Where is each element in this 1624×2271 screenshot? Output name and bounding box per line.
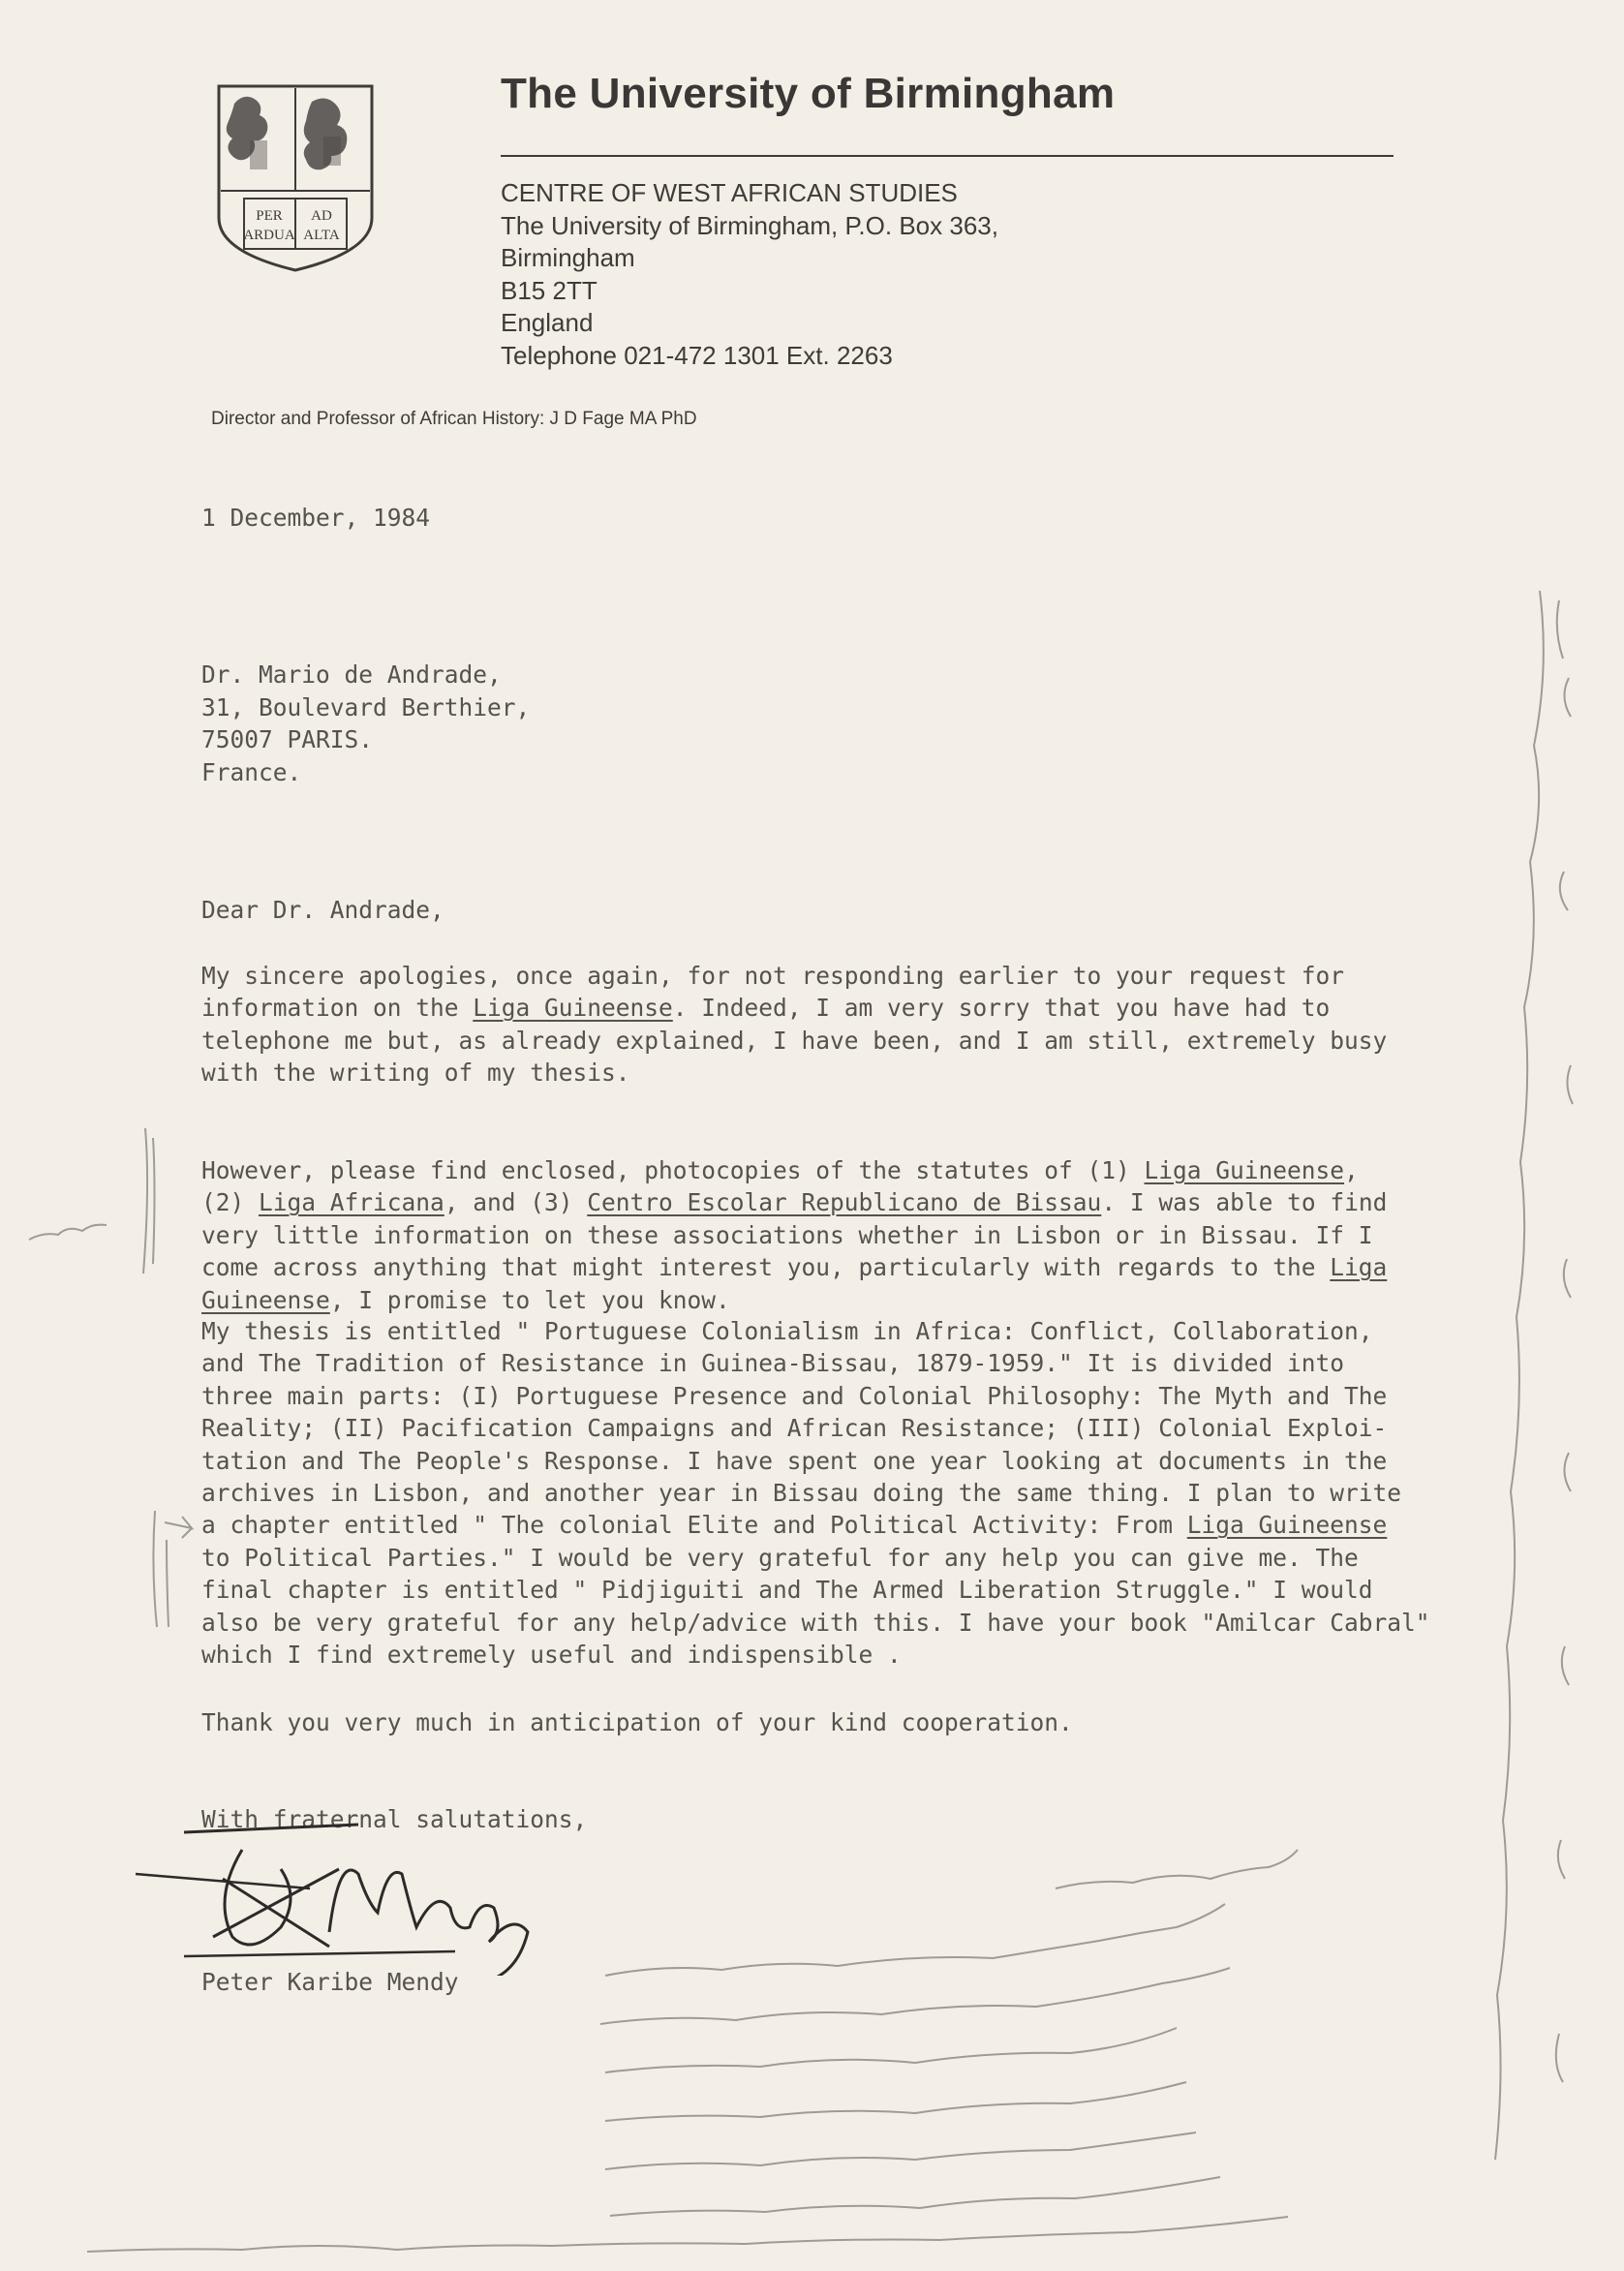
letterhead-address bbox=[501, 177, 998, 372]
text-line: information on the Liga Guineense. Indeed, I am very sorry that you have had to bbox=[201, 994, 1331, 1023]
text-line: three main parts: (I) Portuguese Presence and Colonial Philosophy: The Myth and The bbox=[201, 1381, 1388, 1410]
text-line: and The Tradition of Resistance in Guinea-Bissau, 1879-1959." It is divided into bbox=[201, 1349, 1345, 1378]
recipient-line: 31, Boulevard Berthier, bbox=[201, 692, 531, 721]
text-line: My thesis is entitled " Portuguese Colonialism in Africa: Conflict, Collaboration, bbox=[201, 1317, 1373, 1345]
address-line: England bbox=[501, 308, 594, 337]
underlined-term: Liga Guineense bbox=[1186, 1511, 1388, 1540]
text-line: to Political Parties." I would be very grateful for any help you can give me. The bbox=[201, 1543, 1359, 1572]
underlined-term: Liga bbox=[1330, 1253, 1388, 1282]
text-line: come across anything that might interest you, particularly with regards to the Liga bbox=[201, 1253, 1388, 1282]
address-line: B15 2TT bbox=[501, 275, 598, 305]
text-line: archives in Lisbon, and another year in Bissau doing the same thing. I plan to write bbox=[201, 1479, 1402, 1508]
recipient-line: Dr. Mario de Andrade, bbox=[201, 660, 502, 689]
text-line: tation and The People's Response. I have spent one year looking at documents in the bbox=[201, 1446, 1388, 1475]
text-line: Guineense, I promise to let you know. bbox=[201, 1285, 730, 1314]
crest-motto-left-1: PER bbox=[256, 208, 283, 224]
address-line: CENTRE OF WEST AFRICAN STUDIES bbox=[501, 178, 958, 207]
paragraph-3 bbox=[201, 1315, 1430, 1671]
text-line: which I find extremely useful and indispensible . bbox=[201, 1641, 902, 1670]
text-line: final chapter is entitled " Pidjiguiti and The Armed Liberation Struggle." I would bbox=[201, 1576, 1373, 1605]
closing-thanks: Thank you very much in anticipation of your kind cooperation. bbox=[201, 1708, 1073, 1736]
address-line: Birmingham bbox=[501, 243, 635, 272]
paragraph-2 bbox=[201, 1154, 1387, 1316]
text-line: very little information on these associations whether in Lisbon or in Bissau. If I bbox=[201, 1220, 1373, 1249]
letterhead-rule bbox=[501, 155, 1394, 157]
recipient-address bbox=[201, 659, 530, 788]
text-line: However, please find enclosed, photocopies of the statutes of (1) Liga Guineense, bbox=[201, 1156, 1359, 1184]
director-line: Director and Professor of African History: J D Fage MA PhD bbox=[211, 409, 697, 429]
text-line: with the writing of my thesis. bbox=[201, 1059, 630, 1088]
crest-motto-left-2: ARDUA bbox=[243, 228, 295, 243]
signatory-name: Peter Karibe Mendy bbox=[201, 1968, 459, 1996]
recipient-line: France. bbox=[201, 757, 302, 786]
crest-motto-right-1: AD bbox=[311, 208, 332, 224]
crest-motto-right-2: ALTA bbox=[303, 228, 340, 243]
university-crest-logo bbox=[215, 82, 376, 274]
salutation: Dear Dr. Andrade, bbox=[201, 896, 444, 924]
text-line: telephone me but, as already explained, I have been, and I am still, extremely busy bbox=[201, 1026, 1388, 1055]
closing-salutation: With fraternal salutations, bbox=[201, 1805, 588, 1833]
underlined-term: Liga Africana bbox=[259, 1188, 444, 1217]
handwritten-signature bbox=[126, 1821, 591, 1976]
address-line: The University of Birmingham, P.O. Box 363, bbox=[501, 210, 998, 240]
text-line: also be very grateful for any help/advice with this. I have your book "Amilcar Cabral" bbox=[201, 1608, 1430, 1637]
paragraph-1 bbox=[201, 960, 1387, 1089]
text-line: (2) Liga Africana, and (3) Centro Escolar Republicano de Bissau. I was able to find bbox=[201, 1188, 1388, 1217]
text-line: a chapter entitled " The colonial Elite and Political Activity: From Liga Guineense bbox=[201, 1511, 1388, 1540]
address-line: Telephone 021-472 1301 Ext. 2263 bbox=[501, 340, 893, 370]
text-line: My sincere apologies, once again, for not responding earlier to your request for bbox=[201, 962, 1345, 990]
underlined-term: Liga Guineense bbox=[473, 994, 673, 1023]
text-line: Reality; (II) Pacification Campaigns and African Resistance; (III) Colonial Exploi- bbox=[201, 1414, 1388, 1443]
university-name: The University of Birmingham bbox=[501, 70, 1116, 117]
underlined-term: Liga Guineense bbox=[1144, 1156, 1345, 1184]
recipient-line: 75007 PARIS. bbox=[201, 725, 374, 753]
underlined-term: Centro Escolar Republicano de Bissau bbox=[587, 1188, 1102, 1217]
underlined-term: Guineense bbox=[201, 1285, 330, 1314]
letter-date: 1 December, 1984 bbox=[201, 504, 431, 532]
